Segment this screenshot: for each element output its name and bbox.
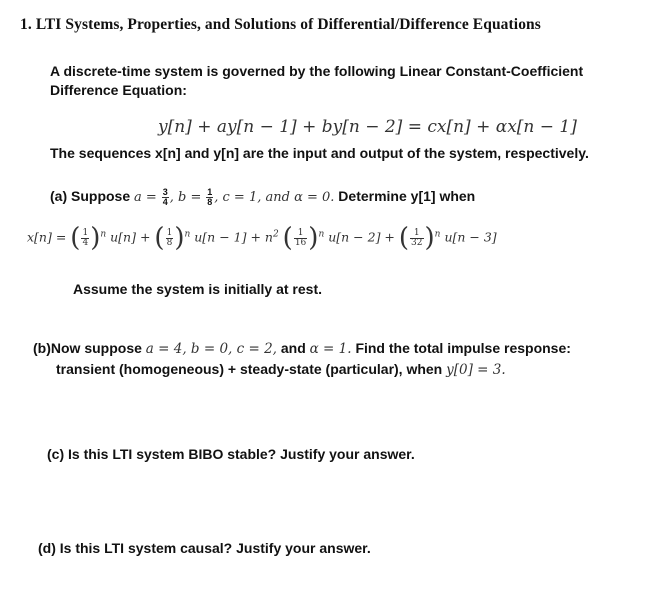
part-b-line-1: (b)Now suppose a = 4, b = 0, c = 2, and α = 1. Find the total impulse response: bbox=[33, 340, 571, 357]
term1-tail: u[n] + bbox=[110, 229, 151, 245]
problem-number: 1. bbox=[20, 16, 32, 33]
part-a-c-eq: , c = 1, and α = 0. bbox=[214, 190, 335, 206]
term1-frac: $\frac{1}{4}$ bbox=[82, 227, 89, 248]
part-a-a-frac: $\frac{3}{4}$ bbox=[162, 187, 168, 207]
term2-tail: u[n − 1] + n bbox=[194, 229, 273, 245]
term2-frac: $\frac{1}{8}$ bbox=[166, 227, 173, 248]
term4-tail: u[n − 3] bbox=[444, 229, 497, 245]
part-a-prompt bbox=[50, 188, 475, 207]
part-a-prompt-start: Suppose bbox=[71, 188, 131, 205]
sequences-note: The sequences x[n] and y[n] are the input and output of the system, respectively. bbox=[50, 145, 589, 161]
part-a-b-eq: , b = bbox=[169, 190, 202, 206]
term4-frac: $\frac{1}{32}$ bbox=[411, 227, 423, 248]
intro-line-2: Difference Equation: bbox=[50, 82, 187, 98]
part-a-label: (a) bbox=[50, 188, 68, 205]
part-b-label: (b) bbox=[33, 340, 51, 356]
term3-tail: u[n − 2] + bbox=[328, 229, 395, 245]
part-d-question: (d) Is this LTI system causal? Justify your answer. bbox=[38, 540, 371, 556]
part-c-question: (c) Is this LTI system BIBO stable? Justify your answer. bbox=[47, 446, 415, 462]
term3-frac: $\frac{1}{16}$ bbox=[294, 227, 307, 248]
rest-note: Assume the system is initially at rest. bbox=[73, 281, 322, 297]
input-signal-equation: x[n] = ( $\frac{1}{4}$ )$^n$ u[n] + ( $\frac{1}{8}$ )$^n$ $u[n - 1] + n^2$ ( $\frac{1}{16}$ )$^n$ u[n − 2] + ( $\frac{1}{32}$ )$^n$ u[n − 3] bbox=[27, 223, 497, 253]
part-a-prompt-end: Determine y[1] when bbox=[338, 188, 476, 205]
part-a-a-eq: a = bbox=[134, 190, 157, 206]
difference-equation: y[n] + ay[n − 1] + by[n − 2] = cx[n] + αx[n − 1] bbox=[158, 117, 577, 137]
intro-line-1: A discrete-time system is governed by the following Linear Constant-Coefficient bbox=[50, 63, 584, 79]
problem-title: LTI Systems, Properties, and Solutions of Differential/Difference Equations bbox=[35, 16, 541, 33]
xn-lhs: x[n] = bbox=[27, 229, 67, 245]
part-a-b-frac: $\frac{1}{8}$ bbox=[207, 187, 213, 207]
problem-heading bbox=[20, 16, 541, 34]
part-b-line-2: transient (homogeneous) + steady-state (particular), when y[0] = 3. bbox=[56, 361, 506, 378]
